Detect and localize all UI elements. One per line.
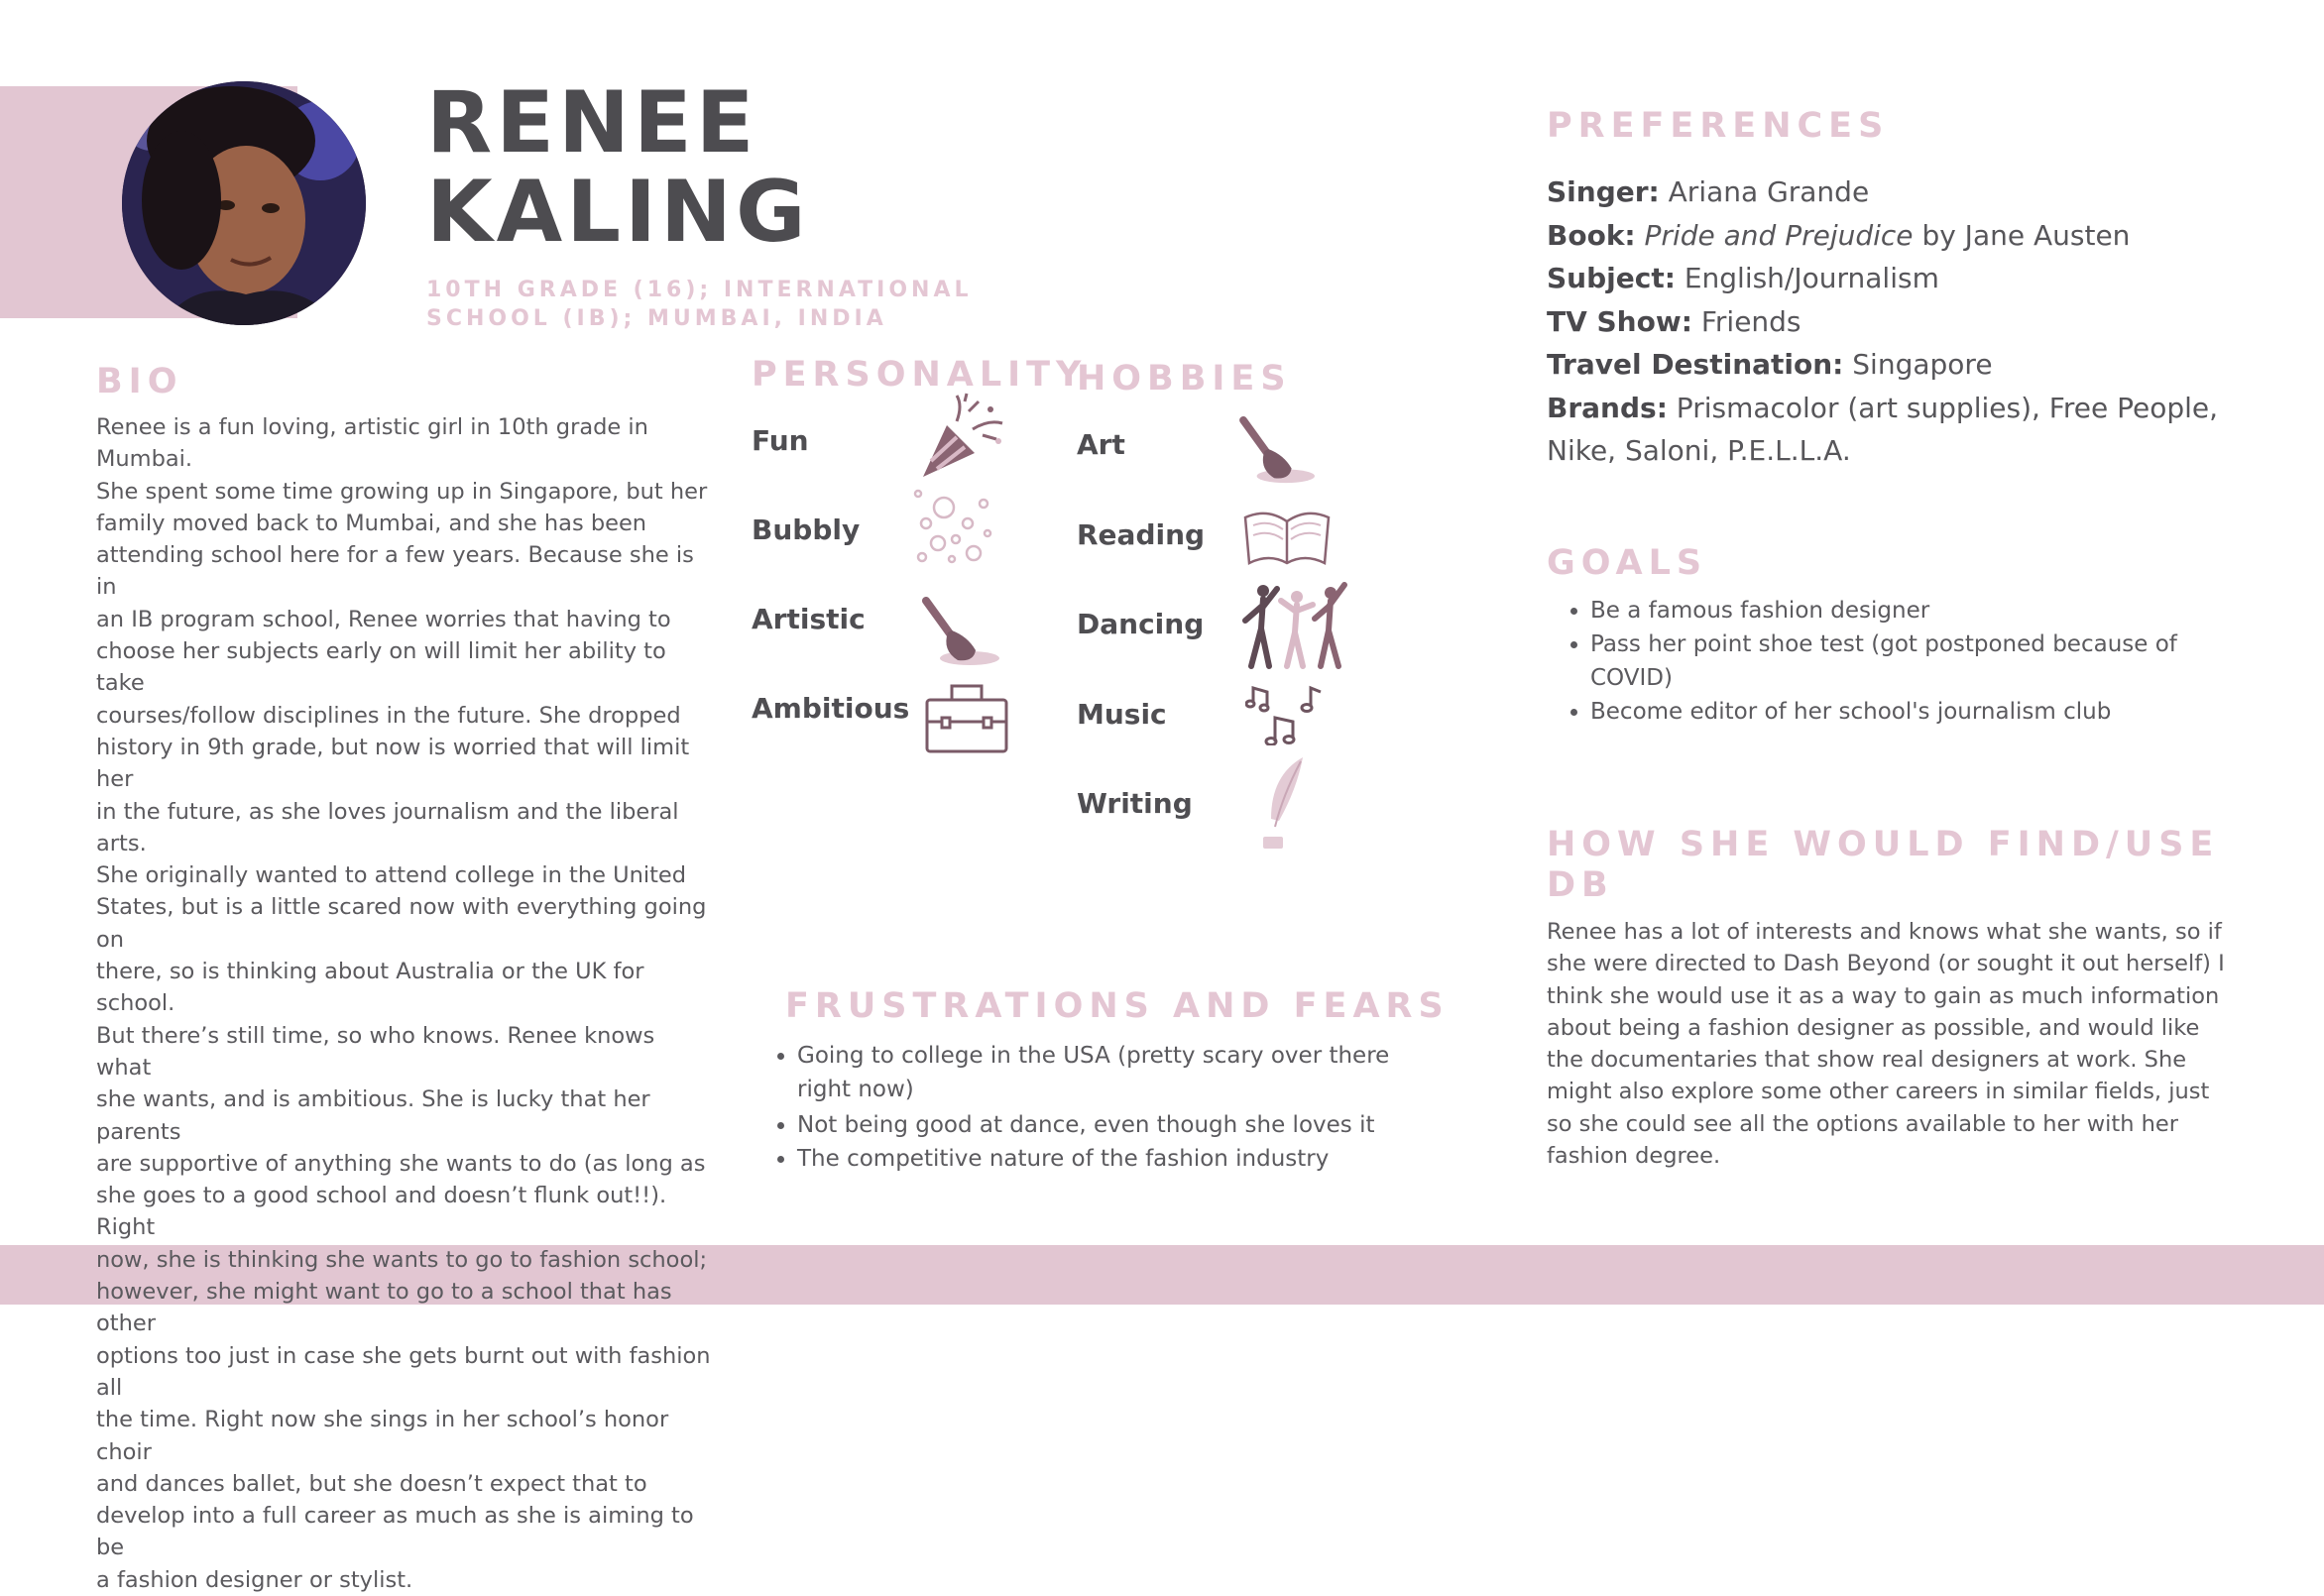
personality-item-artistic: Artistic <box>752 603 866 635</box>
pref-brands <box>1547 387 2300 430</box>
bio-line: choose her subjects early on will limit her ability to take <box>96 638 666 697</box>
persona-subtitle-line-1: 10TH GRADE (16); INTERNATIONAL <box>426 278 973 302</box>
hobbies-heading: HOBBIES <box>1077 359 1292 399</box>
music-notes-icon <box>1245 682 1325 745</box>
pref-label: Singer: <box>1547 175 1660 208</box>
pref-value: Friends <box>1700 304 1801 338</box>
usage-heading-line-2: DB <box>1547 865 1614 905</box>
bio-line: the time. Right now she sings in her school’s honor choir <box>96 1407 669 1465</box>
usage-line: Renee has a lot of interests and knows what she wants, so if <box>1547 919 2222 945</box>
bio-line: family moved back to Mumbai, and she has been <box>96 510 647 536</box>
usage-text <box>1547 916 2241 1172</box>
pref-value: by Jane Austen <box>1921 218 2131 252</box>
open-book-icon <box>1241 504 1333 567</box>
bio-line: She originally wanted to attend college in the United <box>96 862 687 889</box>
hobby-item-dancing: Dancing <box>1077 608 1205 640</box>
frustrations-list <box>755 1039 1430 1176</box>
goal-item: • Become editor of her school's journalism club <box>1590 695 2183 729</box>
frustration-item: • Going to college in the USA (pretty scary over there right now) <box>797 1039 1430 1106</box>
goal-item: • Pass her point shoe test (got postponed because of COVID) <box>1590 627 2183 695</box>
usage-line: think she would use it as a way to gain as much information <box>1547 982 2220 1009</box>
quill-pen-icon <box>1257 755 1309 851</box>
bio-line: and dances ballet, but she doesn’t expect that to <box>96 1470 647 1497</box>
pref-label: Brands: <box>1547 391 1668 424</box>
usage-line: so she could see all the options available to her with her <box>1547 1110 2178 1137</box>
bubbles-icon <box>912 488 995 569</box>
bio-line: Renee is a fun loving, artistic girl in 10th grade in Mumbai. <box>96 414 648 473</box>
bio-line: courses/follow disciplines in the future. She dropped <box>96 702 681 729</box>
persona-subtitle-line-2: SCHOOL (IB); MUMBAI, INDIA <box>426 306 887 331</box>
persona-first-name: RENEE <box>426 73 758 172</box>
pref-book <box>1547 214 2300 258</box>
dancers-icon <box>1239 577 1354 672</box>
goals-list <box>1549 594 2183 729</box>
bio-line: however, she might want to go to a school that has other <box>96 1279 672 1337</box>
bio-line: now, she is thinking she wants to go to fashion school; <box>96 1246 708 1273</box>
pref-value: Singapore <box>1852 348 1993 381</box>
pref-travel <box>1547 343 2300 387</box>
bio-text <box>96 411 711 1596</box>
pref-brands-continued: Nike, Saloni, P.E.L.L.A. <box>1547 434 1851 467</box>
usage-line: about being a fashion designer as possible, and would like <box>1547 1014 2200 1041</box>
bio-line: she wants, and is ambitious. She is lucky that her parents <box>96 1086 650 1145</box>
paintbrush-icon <box>1239 416 1319 486</box>
bio-line: attending school here for a few years. Because she is in <box>96 542 694 601</box>
frustration-item: • The competitive nature of the fashion industry <box>797 1142 1430 1176</box>
pref-label: Travel Destination: <box>1547 348 1844 381</box>
pref-value: English/Journalism <box>1684 262 1939 294</box>
hobby-item-music: Music <box>1077 698 1167 731</box>
bio-line: a fashion designer or stylist. <box>96 1566 413 1593</box>
preferences-list <box>1547 171 2300 473</box>
pref-value: Prismacolor (art supplies), Free People, <box>1676 391 2219 424</box>
pref-book-title: Pride and Prejudice <box>1644 218 1914 252</box>
usage-line: the documentaries that show real designers at work. She <box>1547 1047 2187 1074</box>
preferences-heading: PREFERENCES <box>1547 106 1890 146</box>
usage-line: fashion degree. <box>1547 1143 1721 1170</box>
bio-line: States, but is a little scared now with everything going on <box>96 894 707 953</box>
bio-line: in the future, as she loves journalism and the liberal arts. <box>96 798 679 856</box>
pref-value: Ariana Grande <box>1668 175 1870 208</box>
bio-line: history in 9th grade, but now is worried that will limit her <box>96 734 690 793</box>
paintbrush-icon <box>922 597 1003 668</box>
personality-item-bubbly: Bubbly <box>752 513 861 546</box>
hobby-item-reading: Reading <box>1077 518 1206 551</box>
bio-line: But there’s still time, so who knows. Renee knows what <box>96 1022 655 1081</box>
pref-tv-show <box>1547 300 2300 344</box>
personality-heading: PERSONALITY <box>752 355 1088 395</box>
bio-line: an IB program school, Renee worries that having to <box>96 606 671 632</box>
frustration-item: • Not being good at dance, even though she loves it <box>797 1108 1430 1142</box>
bio-line: develop into a full career as much as she is aiming to be <box>96 1503 694 1561</box>
hobby-item-art: Art <box>1077 428 1125 461</box>
personality-item-ambitious: Ambitious <box>752 692 910 725</box>
briefcase-icon <box>924 682 1009 755</box>
frustrations-heading: FRUSTRATIONS AND FEARS <box>785 986 1450 1026</box>
goal-item: • Be a famous fashion designer <box>1590 594 2183 627</box>
bio-line: are supportive of anything she wants to do (as long as <box>96 1150 706 1177</box>
pref-label: Subject: <box>1547 262 1676 294</box>
usage-line: she were directed to Dash Beyond (or sought it out herself) I <box>1547 951 2225 977</box>
bio-heading: BIO <box>96 362 183 401</box>
hobby-item-writing: Writing <box>1077 787 1193 820</box>
usage-heading-line-1: HOW SHE WOULD FIND/USE <box>1547 825 2220 864</box>
pref-label: TV Show: <box>1547 304 1692 338</box>
pref-subject <box>1547 257 2300 300</box>
goals-heading: GOALS <box>1547 543 1708 583</box>
bio-line: She spent some time growing up in Singapore, but her <box>96 478 708 505</box>
bio-line: she goes to a good school and doesn’t flunk out!!). Right <box>96 1183 667 1241</box>
usage-line: might also explore some other careers in similar fields, just <box>1547 1079 2210 1105</box>
pref-label: Book: <box>1547 218 1636 252</box>
pref-singer <box>1547 171 2300 214</box>
avatar <box>122 81 366 325</box>
party-popper-icon <box>917 392 1008 483</box>
persona-last-name: KALING <box>426 163 810 262</box>
bio-line: there, so is thinking about Australia or the UK for school. <box>96 959 644 1017</box>
bio-line: options too just in case she gets burnt out with fashion all <box>96 1342 711 1401</box>
personality-item-fun: Fun <box>752 424 809 457</box>
